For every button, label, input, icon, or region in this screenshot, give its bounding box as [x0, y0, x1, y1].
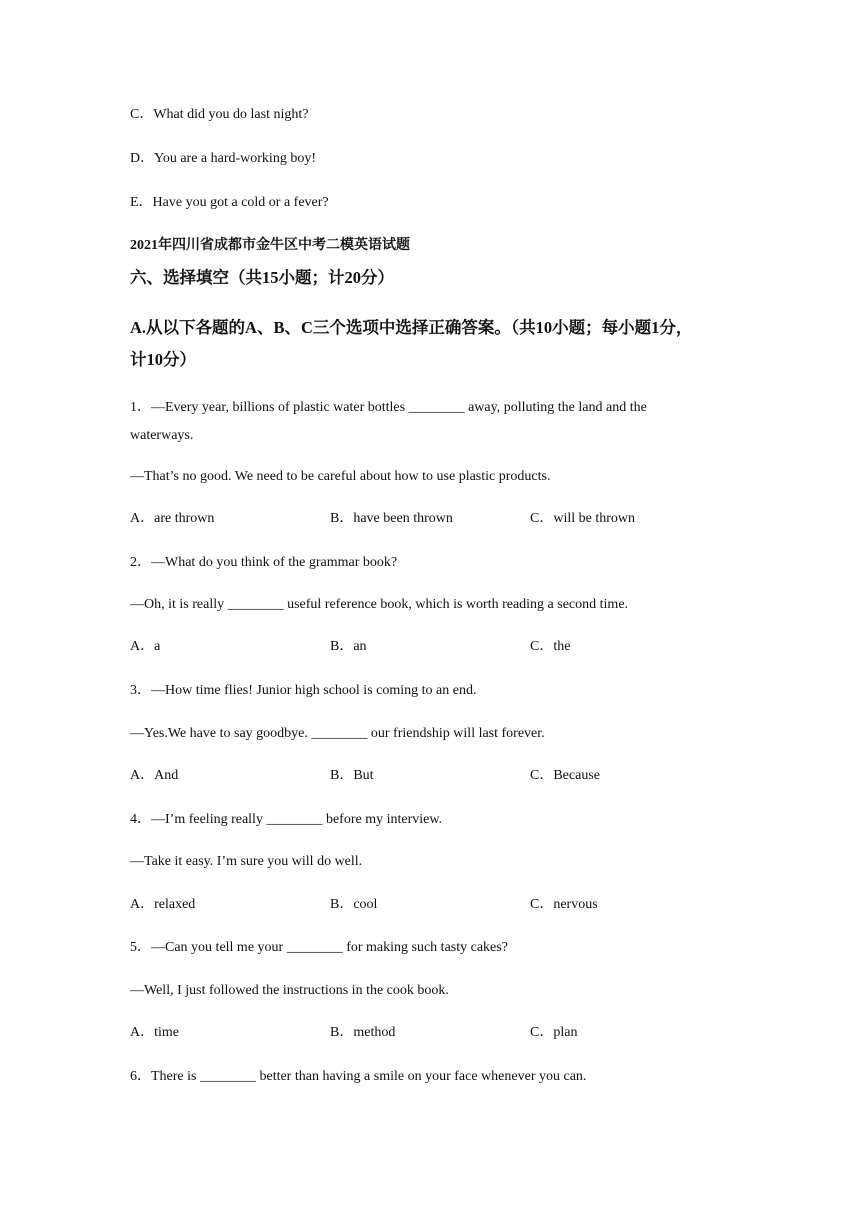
- question-4-option-a: A．relaxed: [130, 897, 196, 912]
- exam-title: 2021年四川省成都市金牛区中考二模英语试题: [130, 238, 410, 253]
- question-4-reply: —Take it easy. I’m sure you will do well.: [130, 854, 363, 869]
- option-c: C．What did you do last night?: [130, 107, 309, 122]
- question-1-prompt-cont: waterways.: [130, 428, 194, 443]
- question-5-option-c: C．plan: [530, 1025, 578, 1040]
- option-e: E．Have you got a cold or a fever?: [130, 195, 329, 210]
- question-4-prompt: 4．—I’m feeling really ________ before my interview.: [130, 812, 443, 827]
- question-5-option-a: A．time: [130, 1025, 179, 1040]
- question-2-option-b: B．an: [330, 639, 367, 654]
- question-5-prompt: 5．—Can you tell me your ________ for making such tasty cakes?: [130, 940, 508, 955]
- question-1-option-b: B．have been thrown: [330, 511, 453, 526]
- question-1-prompt: 1．—Every year, billions of plastic water bottles ________ away, polluting the land and the: [130, 400, 647, 415]
- question-2-option-c: C．the: [530, 639, 571, 654]
- question-5-option-b: B．method: [330, 1025, 396, 1040]
- question-2-reply: —Oh, it is really ________ useful reference book, which is worth reading a second time.: [130, 597, 629, 612]
- question-4-option-b: B．cool: [330, 897, 378, 912]
- question-3-prompt: 3．—How time flies! Junior high school is coming to an end.: [130, 683, 477, 698]
- section-title: 六、选择填空（共15小题；计20分）: [130, 268, 394, 287]
- question-4-option-c: C．nervous: [530, 897, 598, 912]
- question-1-option-a: A．are thrown: [130, 511, 215, 526]
- part-a-instruction-line1: A.从以下各题的A、B、C三个选项中选择正确答案。（共10小题；每小题1分，: [130, 318, 693, 337]
- question-1-reply: —That’s no good. We need to be careful about how to use plastic products.: [130, 469, 551, 484]
- question-2-option-a: A．a: [130, 639, 161, 654]
- question-3-reply: —Yes.We have to say goodbye. ________ our friendship will last forever.: [130, 726, 545, 741]
- part-a-instruction-line2: 计10分）: [130, 350, 196, 369]
- question-2-prompt: 2．—What do you think of the grammar book?: [130, 555, 398, 570]
- question-5-reply: —Well, I just followed the instructions in the cook book.: [130, 983, 449, 998]
- question-3-option-b: B．But: [330, 768, 374, 783]
- question-3-option-c: C．Because: [530, 768, 600, 783]
- question-1-option-c: C．will be thrown: [530, 511, 635, 526]
- question-6-prompt: 6．There is ________ better than having a smile on your face whenever you can.: [130, 1069, 587, 1084]
- option-d: D．You are a hard-working boy!: [130, 151, 316, 166]
- question-3-option-a: A．And: [130, 768, 179, 783]
